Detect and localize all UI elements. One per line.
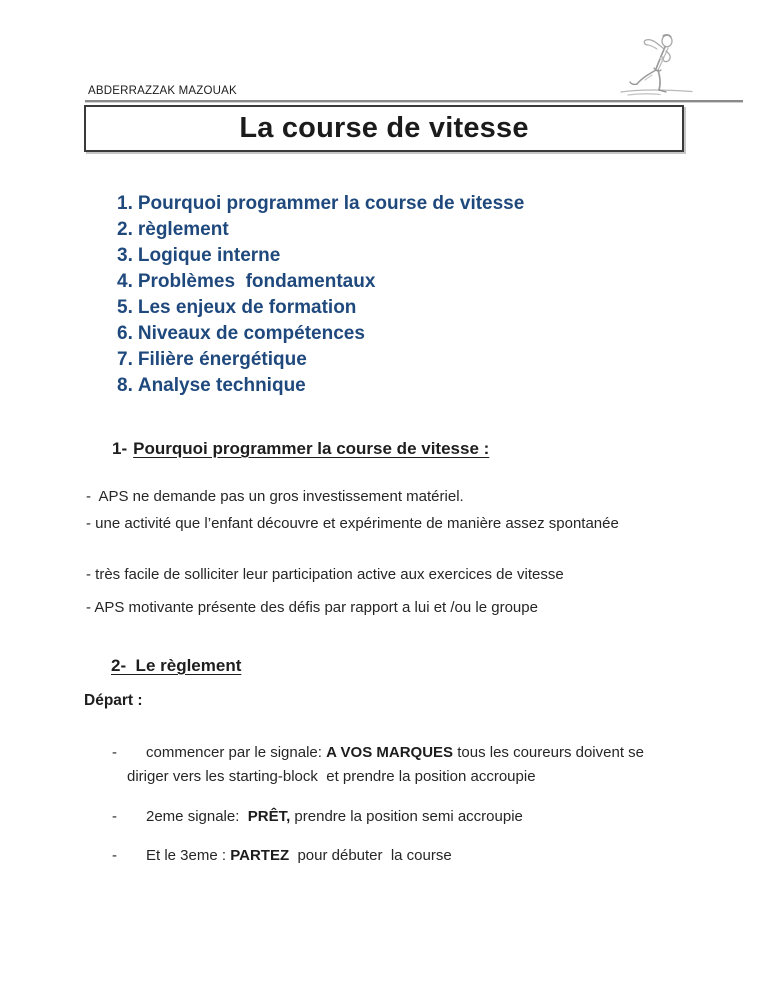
toc-item-number: 4.: [117, 271, 133, 292]
header-author: ABDERRAZZAK MAZOUAK: [88, 85, 237, 97]
rule-item-3-pre: Et le 3eme :: [146, 847, 231, 864]
page-title: La course de vitesse: [239, 112, 529, 144]
toc-item-number: 2.: [117, 219, 133, 240]
toc-item-label: Les enjeux de formation: [137, 297, 357, 318]
runner-sketch-icon: [616, 30, 700, 100]
header-rule: [85, 100, 743, 103]
depart-label: Départ :: [84, 692, 143, 709]
toc-item-number: 6.: [117, 323, 133, 344]
section-1-number: 1-: [112, 439, 128, 458]
toc-item-label: Niveaux de compétences: [137, 323, 365, 344]
toc-item-2: [117, 217, 524, 243]
rule-item-2-pre: 2eme signale:: [146, 808, 248, 825]
section-1-heading: [112, 439, 489, 459]
section-1-title: Pourquoi programmer la course de vitesse :: [133, 439, 490, 458]
toc-item-number: 8.: [117, 375, 133, 396]
list-dash: -: [112, 808, 117, 825]
toc-item-4: [117, 269, 524, 295]
toc-item-label: Filière énergétique: [137, 349, 307, 370]
toc-item-number: 5.: [117, 297, 133, 318]
list-dash: -: [112, 744, 117, 761]
toc-item-label: règlement: [137, 219, 229, 240]
section-1-paragraph-2: - une activité que l’enfant découvre et expérimente de manière assez spontanée: [86, 515, 619, 532]
toc-item-label: Pourquoi programmer la course de vitesse: [137, 193, 525, 214]
rule-item-1-post: tous les coureurs doivent se diriger vers les starting-block et prendre la position accroupie: [127, 744, 649, 785]
toc-item-7: [117, 347, 524, 373]
toc-item-number: 1.: [117, 193, 133, 214]
section-1-paragraph-3: - très facile de solliciter leur participation active aux exercices de vitesse: [86, 566, 564, 583]
rule-item-3-strong: PARTEZ: [230, 847, 290, 864]
toc-item-6: [117, 321, 524, 347]
toc-item-5: [117, 295, 524, 321]
toc-item-number: 3.: [117, 245, 133, 266]
rule-item-1-pre: commencer par le signale:: [146, 744, 327, 761]
list-dash: -: [112, 847, 117, 864]
toc-item-label: Logique interne: [137, 245, 281, 266]
toc-item-3: [117, 243, 524, 269]
toc-item-label: Problèmes fondamentaux: [137, 271, 376, 292]
rule-item-2-strong: PRÊT,: [247, 808, 291, 825]
rule-item-1: [86, 741, 683, 789]
rule-item-3-post: pour débuter la course: [289, 847, 452, 864]
toc-item-8: [117, 373, 524, 399]
toc-item-number: 7.: [117, 349, 133, 370]
section-2-heading: 2- Le règlement: [111, 656, 242, 675]
section-1-paragraph-4: - APS motivante présente des défis par rapport a lui et /ou le groupe: [86, 599, 538, 616]
toc-item-label: Analyse technique: [137, 375, 306, 396]
rule-item-3: [86, 844, 683, 868]
rule-item-2-post: prendre la position semi accroupie: [290, 808, 523, 825]
rule-item-2: [86, 805, 683, 829]
rule-item-1-strong: A VOS MARQUES: [326, 744, 454, 761]
section-1-paragraph-1: - APS ne demande pas un gros investissement matériel.: [86, 488, 464, 505]
toc-item-1: [117, 191, 524, 217]
title-box: [84, 105, 684, 152]
toc-list: [117, 191, 524, 399]
